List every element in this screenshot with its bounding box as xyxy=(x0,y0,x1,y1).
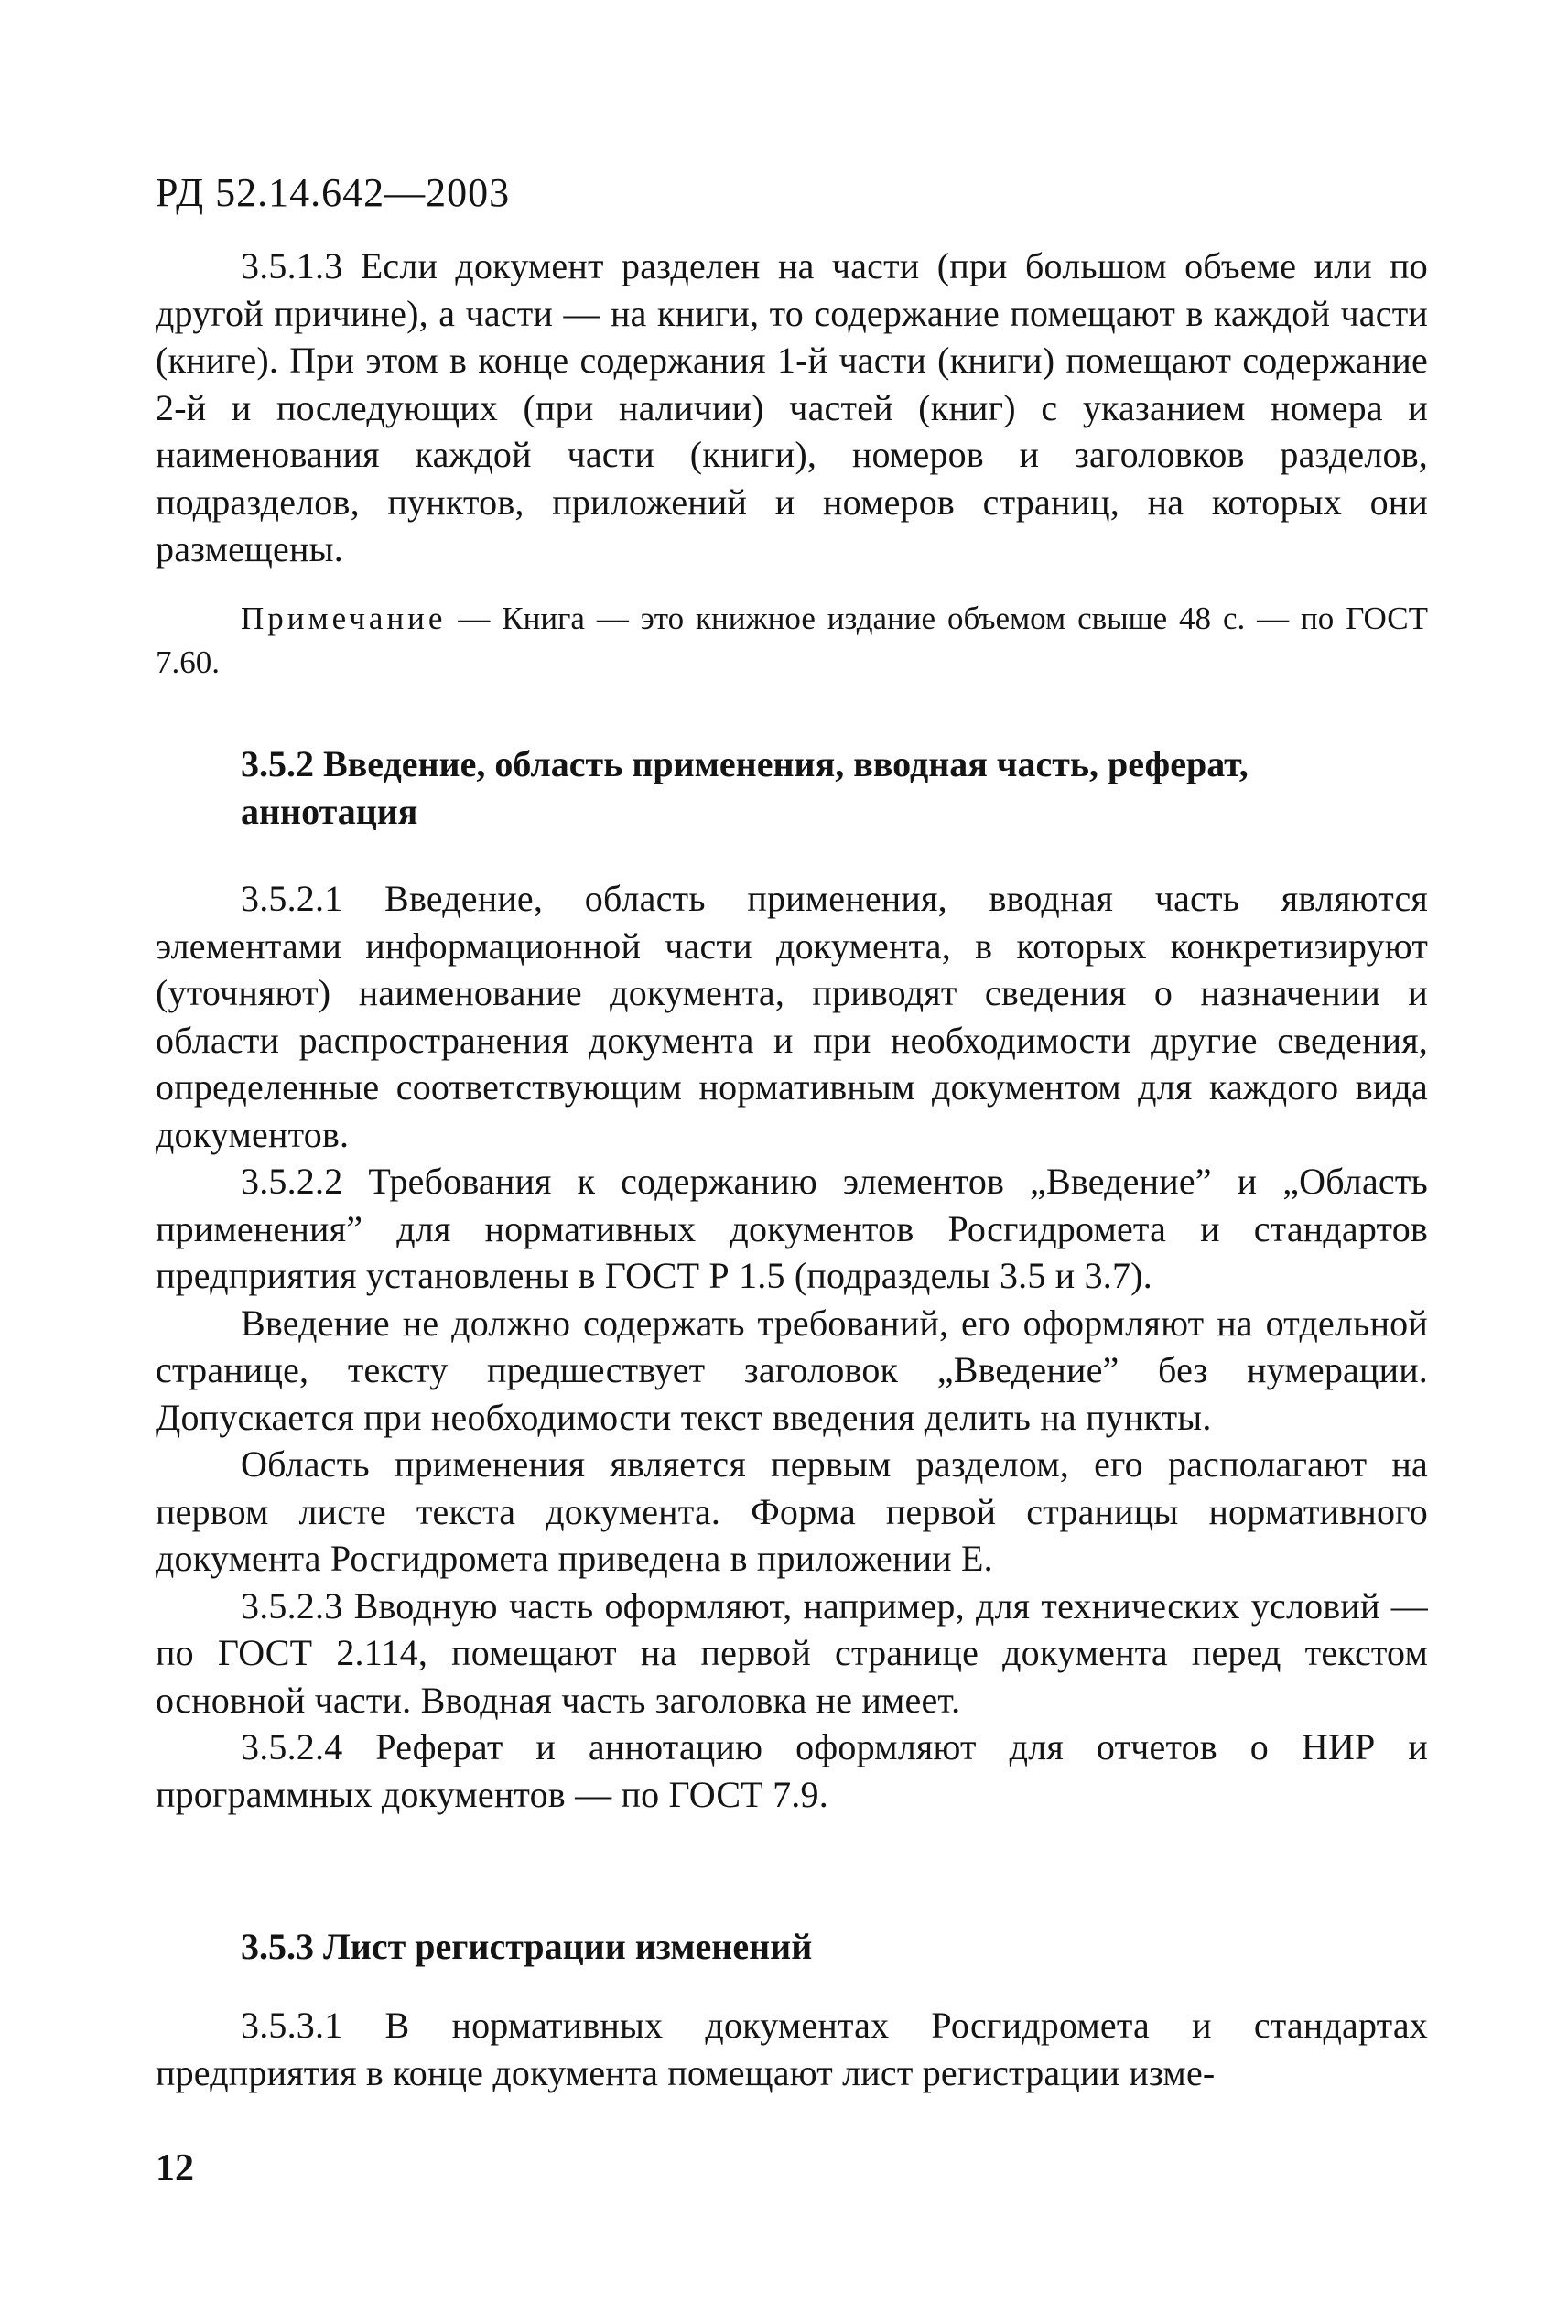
note-paragraph xyxy=(156,597,1428,685)
section-3-5-1-3 xyxy=(156,243,1428,573)
paragraph-3-5-2-2: 3.5.2.2 Требования к содержанию элементов „Введение” и „Область применения” для нормативных документов Росгидромета и стандартов предприятия установлены в ГОСТ Р 1.5 (подразделы 3.5 и 3.7). xyxy=(156,1161,1428,1296)
heading-3-5-3-block xyxy=(156,1923,1428,1971)
paragraph-scope: Область применения является первым разделом, его располагают на первом листе текста документа. Форма первой страницы нормативного документа Росгидромета приведена в приложении Е. xyxy=(156,1443,1428,1579)
page-number: 12 xyxy=(156,2147,194,2189)
paragraph-introduction: Введение не должно содержать требований, его оформляют на отдельной странице, тексту предшествует заголовок „Введение” без нумерации. Допускается при необходимости текст введения делить на пункты. xyxy=(156,1302,1428,1438)
section-3-5-3-body xyxy=(156,2002,1428,2096)
paragraph-3-5-2-1: 3.5.2.1 Введение, область применения, вводная часть являются элементами информационной части документа, в которых конкретизируют (уточняют) наименование документа, приводят сведения о назначении и области распространения документа и при необходимости другие сведения, определенные соответствующим нормативным документом для каждого вида документов. xyxy=(156,878,1428,1155)
heading-3-5-2: 3.5.2 Введение, область применения, вводная часть, реферат, аннотация xyxy=(241,743,1249,832)
heading-3-5-2-block xyxy=(156,740,1428,836)
document-code-header: РД 52.14.642—2003 xyxy=(156,170,511,215)
paragraph-3-5-2-4: 3.5.2.4 Реферат и аннотацию оформляют для отчетов о НИР и программных документов — по ГОСТ 7.9. xyxy=(156,1726,1428,1815)
paragraph-3-5-3-1: 3.5.3.1 В нормативных документах Росгидромета и стандартах предприятия в конце документа помещают лист регистрации изме- xyxy=(156,2005,1428,2093)
section-3-5-2-body xyxy=(156,875,1428,1818)
note-label: Примечание xyxy=(241,600,447,636)
heading-3-5-3: 3.5.3 Лист регистрации изменений xyxy=(241,1926,813,1967)
paragraph-3-5-1-3: 3.5.1.3 Если документ разделен на части (при большом объеме или по другой причине), а части — на книги, то содержание помещают в каждой части (книге). При этом в конце содержания 1-й части (книги) помещают содержание 2-й и последующих (при наличии) частей (книг) с указанием номера и наименования каждой части (книги), номеров и заголовков разделов, подразделов, пунктов, приложений и номеров страниц, на которых они размещены. xyxy=(156,245,1428,569)
note-text: — Книга — это книжное издание объемом свыше 48 с. — по ГОСТ 7.60. xyxy=(156,600,1428,680)
note-block xyxy=(156,597,1428,685)
paragraph-3-5-2-3: 3.5.2.3 Вводную часть оформляют, например, для технических условий — по ГОСТ 2.114, помещают на первой странице документа перед текстом основной части. Вводная часть заголовка не имеет. xyxy=(156,1584,1428,1721)
